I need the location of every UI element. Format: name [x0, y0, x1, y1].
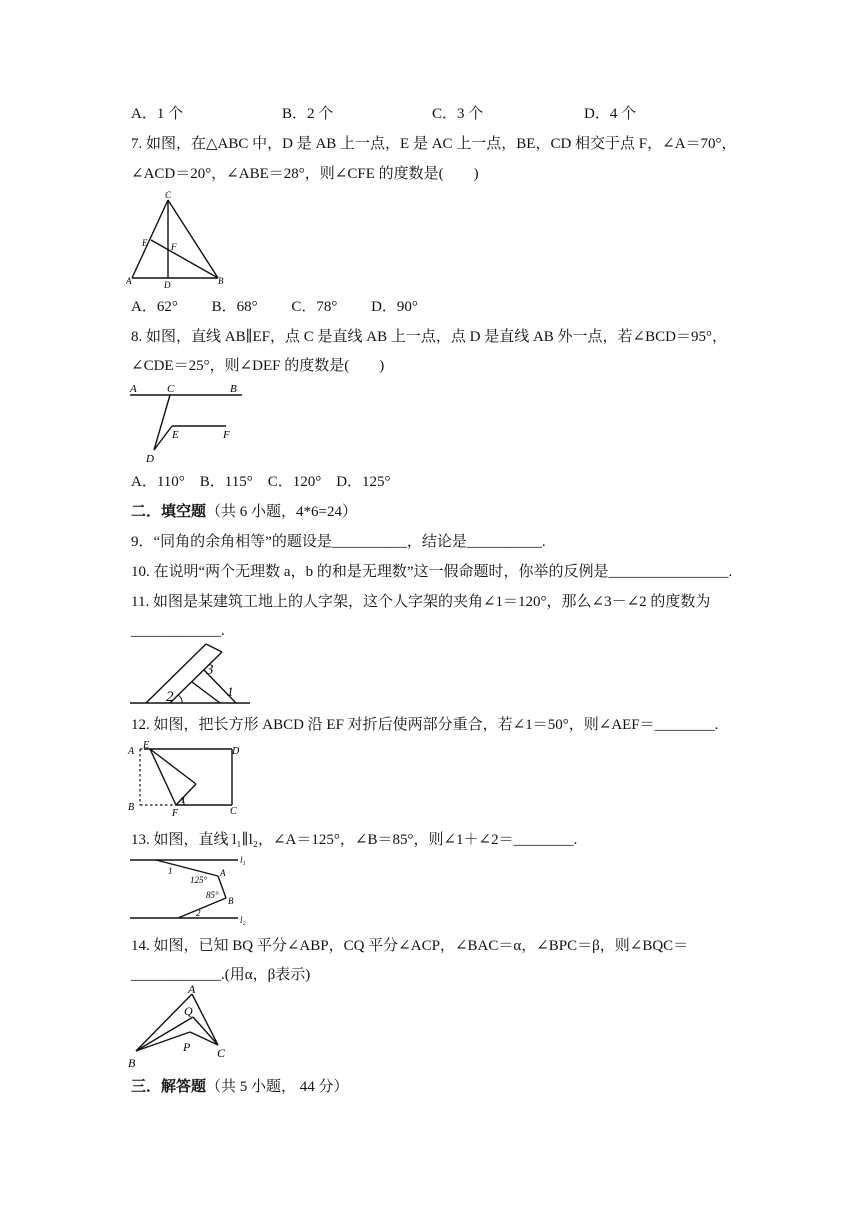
- q10-text: 10. 在说明“两个无理数 a，b 的和是无理数”这一假命题时，你举的反例是________________.: [131, 564, 733, 580]
- q12-label-d: D: [232, 746, 240, 757]
- q8-label-a: A: [130, 383, 137, 395]
- q12-label-1: 1: [181, 795, 186, 805]
- q13-label-2: 2: [196, 908, 201, 918]
- q12-label-a: A: [128, 746, 135, 757]
- q9-text: 9．“同角的余角相等”的题设是__________，结论是__________.: [131, 534, 546, 550]
- section2-note: （共 6 小题，4*6=24）: [206, 504, 357, 520]
- q11-label-1: 1: [227, 684, 234, 699]
- q12-label-c: C: [230, 806, 237, 817]
- q14-text-line1: 14. 如图，已知 BQ 平分∠ABP，CQ 平分∠ACP，∠BAC＝α，∠BPC＝β，则∠BQC＝: [131, 938, 689, 954]
- q12-label-e: E: [143, 740, 150, 751]
- q12-text: 12. 如图，把长方形 ABCD 沿 EF 对折后使两部分重合，若∠1＝50°，则∠AEF＝________.: [131, 717, 719, 733]
- q8-label-c: C: [167, 383, 175, 395]
- q14-text-line2: ____________.(用α，β表示): [131, 967, 311, 983]
- q13-parallel-lines-figure: [126, 852, 256, 930]
- q14-label-c: C: [217, 1046, 226, 1060]
- q13-label-l1: l₁: [240, 855, 246, 865]
- q11-ladder-figure: [126, 640, 252, 710]
- q8-label-e: E: [172, 429, 179, 441]
- q8-text-line2: ∠CDE＝25°，则∠DEF 的度数是( ): [131, 358, 385, 374]
- q7-triangle-figure: [126, 190, 236, 290]
- q14-triangle-figure: [126, 985, 238, 1073]
- section3-heading: [131, 1077, 349, 1097]
- q7-label-b: B: [218, 276, 224, 286]
- q13-label-a: A: [220, 868, 226, 878]
- section2-title: 二．填空题: [131, 504, 207, 520]
- q8-parallel-lines-figure: [126, 380, 246, 466]
- q8-label-b: B: [230, 383, 237, 395]
- q13-label-85: 85°: [206, 890, 219, 900]
- q6-option-b: B．2 个: [282, 106, 334, 122]
- q14-label-q: Q: [184, 1004, 193, 1018]
- q7-label-c: C: [165, 190, 172, 200]
- q6-option-d: D．4 个: [584, 106, 637, 122]
- q14-label-b: B: [128, 1056, 136, 1070]
- q12-rectangle-fold-figure: [126, 738, 246, 818]
- q7-text-line1: 7. 如图，在△ABC 中，D 是 AB 上一点，E 是 AC 上一点，BE，CD 相交于点 F，∠A＝70°，: [131, 136, 737, 152]
- q8-label-f: F: [223, 429, 230, 441]
- q13-label-1: 1: [168, 866, 173, 876]
- q11-label-2: 2: [166, 689, 174, 705]
- q7-label-d: D: [164, 280, 171, 290]
- q11-label-3: 3: [206, 662, 214, 678]
- q7-label-e: E: [142, 238, 148, 248]
- q11-text-line2: ____________.: [131, 623, 225, 639]
- q6-option-c: C．3 个: [432, 106, 484, 122]
- q13-label-b: B: [228, 896, 234, 906]
- q8-text-line1: 8. 如图，直线 AB∥EF，点 C 是直线 AB 上一点，点 D 是直线 AB 外一点，若∠BCD＝95°，: [131, 329, 727, 345]
- q7-options: A．62° B．68° C．78° D．90°: [131, 299, 418, 315]
- q11-text-line1: 11. 如图是某建筑工地上的人字架，这个人字架的夹角∠1＝120°，那么∠3－∠2 的度数为: [131, 594, 711, 610]
- q8-options: A．110° B．115° C．120° D．125°: [131, 474, 391, 490]
- q14-label-p: P: [183, 1040, 191, 1054]
- q6-option-a: A．1 个: [131, 106, 184, 122]
- q7-label-f: F: [171, 242, 177, 252]
- q8-label-d: D: [146, 453, 154, 465]
- q13-text: 13. 如图，直线 l₁∥l₂，∠A＝125°，∠B＝85°，则∠1＋∠2＝________.: [131, 832, 578, 848]
- q13-label-l2: l₂: [240, 915, 246, 925]
- section2-heading: [131, 502, 357, 522]
- q14-label-a: A: [188, 985, 196, 996]
- section3-title: 三．解答题: [131, 1079, 207, 1095]
- q7-text-line2: ∠ACD＝20°，∠ABE＝28°，则∠CFE 的度数是( ): [131, 166, 479, 182]
- q7-label-a: A: [126, 276, 132, 286]
- q13-label-125: 125°: [190, 875, 208, 885]
- q12-label-b: B: [128, 802, 135, 813]
- q12-label-f: F: [172, 808, 179, 818]
- section3-note: （共 5 小题， 44 分）: [206, 1079, 349, 1095]
